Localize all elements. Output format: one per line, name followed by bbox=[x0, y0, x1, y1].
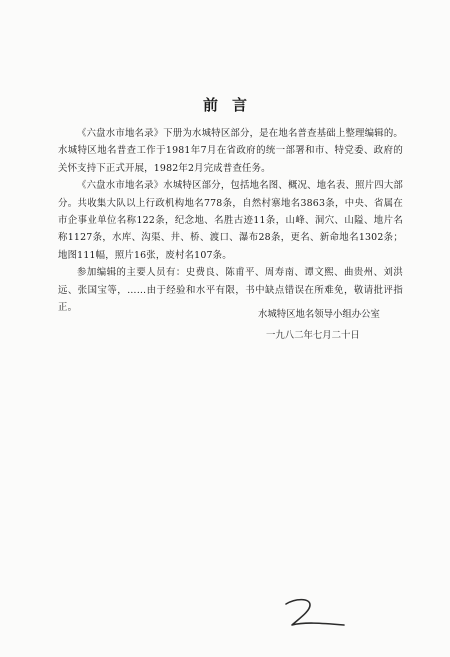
paragraph-contents: 《六盘水市地名录》水城特区部分，包括地名图、概况、地名表、照片四大部分。共收集大队以上行政机构地名778条，自然村寨地名3863条，中央、省属在市企事业单位名称122条，纪念地、名胜古迹11条，山峰、洞穴、山隘、地片名称1127条，水库、沟渠、井、桥、渡口、瀑布28条，更名、新命地名1302条；地图111幅，照片16张，废村名107条。 bbox=[58, 180, 403, 261]
paragraph-intro: 《六盘水市地名录》下册为水城特区部分，是在地名普查基础上整理编辑的。水城特区地名普查工作于1981年7月在省政府的统一部署和市、特党委、政府的关怀支持下正式开展，1982年2月完成普查任务。 bbox=[58, 128, 403, 174]
paragraph-editors: 参加编辑的主要人员有：史费良、陈甫平、周寿南、谭文熙、曲贵州、刘洪远、张国宝等，……由于经验和水平有限，书中缺点错误在所难免，敬请批评指正。 bbox=[58, 267, 403, 314]
signature-organization: 水城特区地名领导小组办公室 bbox=[258, 309, 380, 320]
document-body bbox=[58, 125, 403, 316]
handwritten-mark bbox=[280, 596, 350, 630]
page-title: 前言 bbox=[202, 96, 261, 114]
signature-date: 一九八二年七月二十日 bbox=[266, 330, 360, 341]
signature-block bbox=[258, 304, 380, 346]
